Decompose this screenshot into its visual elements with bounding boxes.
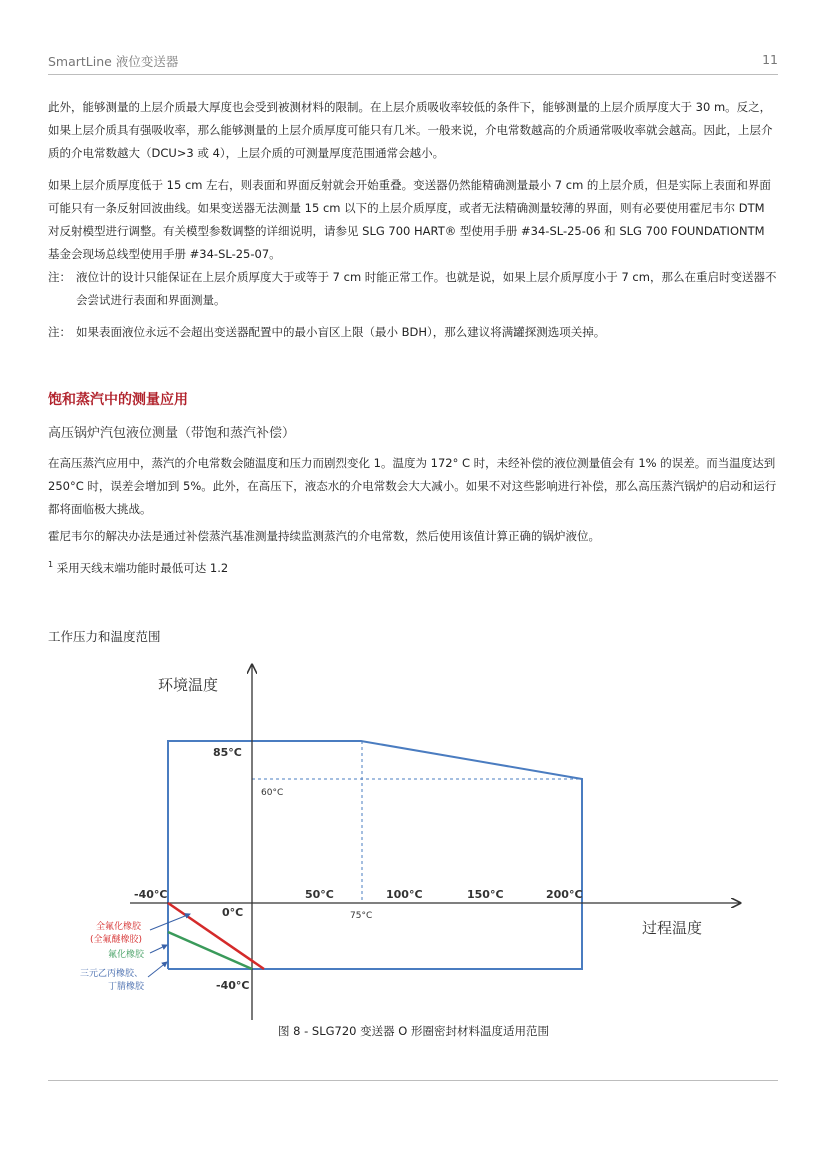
figure-caption: 图 8 - SLG720 变送器 O 形圈密封材料温度适用范围 xyxy=(277,1024,550,1038)
legend-ffkm-pointer xyxy=(150,914,190,930)
figure-heading: 工作压力和温度范围 xyxy=(48,629,161,644)
x-tick-50c: 50°C xyxy=(305,888,334,901)
y-axis-label: 环境温度 xyxy=(158,676,219,694)
y-tick-85c: 85°C xyxy=(213,746,242,759)
page-number: 11 xyxy=(762,52,778,67)
y-tick-60c: 60°C xyxy=(261,788,284,798)
note-text: 液位计的设计只能保证在上层介质厚度大于或等于 7 cm 时能正常工作。也就是说，如果上层介质厚度小于 7 cm，那么在重启时变送器不会尝试进行表面和界面测量。 xyxy=(76,270,777,307)
ffkm-limit-line xyxy=(168,903,264,969)
footer-divider xyxy=(48,1080,778,1081)
y-tick-minus40c: -40°C xyxy=(216,979,250,992)
document-title: SmartLine 液位变送器 xyxy=(48,54,179,69)
legend-epdm-nbr-pointer xyxy=(148,962,167,977)
paragraph-high-pressure-steam: 在高压蒸汽应用中，蒸汽的介电常数会随温度和压力而剧烈变化 1。温度为 172° C 时，未经补偿的液位测量值会有 1% 的误差。而当温度达到 250°C 时，误差会增加到 5%。此外，在高压下，液态水的介电常数会大大减小。如果不对这些影响进行补偿，那么高压蒸汽锅炉的启动和运行都将面临极大挑战。 xyxy=(48,456,777,516)
y-tick-0c: 0°C xyxy=(222,906,244,919)
legend-epdm-nbr-label-1: 三元乙丙橡胶、 xyxy=(80,969,144,979)
footnote-text: 采用天线末端功能时最低可达 1.2 xyxy=(53,561,229,575)
legend-ffkm-label-1: 全氟化橡胶 xyxy=(96,922,142,932)
note-text: 如果表面液位永远不会超出变送器配置中的最小盲区上限（最小 BDH），那么建议将满罐探测选项关掉。 xyxy=(76,325,606,339)
x-tick-minus40c: -40°C xyxy=(134,888,168,901)
note-label: 注： xyxy=(48,325,71,339)
operating-range-envelope xyxy=(168,741,582,969)
x-tick-200c: 200°C xyxy=(546,888,583,901)
x-axis-label: 过程温度 xyxy=(642,919,703,937)
section-title: 饱和蒸汽中的测量应用 xyxy=(48,392,188,408)
footnote-marker: 1 xyxy=(48,560,54,570)
legend-ffkm-label-2: (全氟醚橡胶) xyxy=(90,935,143,945)
x-tick-150c: 150°C xyxy=(467,888,504,901)
legend-fkm-label: 氟化橡胶 xyxy=(108,950,145,960)
paragraph-upper-layer-thickness: 此外，能够测量的上层介质最大厚度也会受到被测材料的限制。在上层介质吸收率较低的条件下，能够测量的上层介质厚度大于 30 m。反之，如果上层介质具有强吸收率，那么能够测量的上层介质厚度可能只有几米。一般来说，介电常数越高的介质通常吸收率就会越高。因此，上层介质的介电常数越大（DCU>3 或 4），上层介质的可测量厚度范围通常会越小。 xyxy=(48,100,773,160)
x-tick-100c: 100°C xyxy=(386,888,423,901)
fkm-limit-line xyxy=(168,932,252,969)
x-tick-75c: 75°C xyxy=(350,911,373,921)
legend-fkm-pointer xyxy=(150,945,167,953)
paragraph-honeywell-solution: 霍尼韦尔的解决办法是通过补偿蒸汽基准测量持续监测蒸汽的介电常数，然后使用该值计算正确的锅炉液位。 xyxy=(48,529,600,543)
subsection-title: 高压锅炉汽包液位测量（带饱和蒸汽补偿） xyxy=(48,426,296,441)
legend-epdm-nbr-label-2: 丁腈橡胶 xyxy=(108,982,145,992)
note-label: 注： xyxy=(48,270,71,284)
paragraph-thin-layer-reflection: 如果上层介质厚度低于 15 cm 左右，则表面和界面反射就会开始重叠。变送器仍然能精确测量最小 7 cm 的上层介质，但是实际上表面和界面可能只有一条反射回波曲线。如果变送器无法测量 15 cm 以下的上层介质厚度，或者无法精确测量较薄的界面，则有必要使用霍尼韦尔 DTM 对反射模型进行调整。有关模型参数调整的详细说明，请参见 SLG 700 HART® 型使用手册 #34-SL-25-06 和 SLG 700 FOUNDATIONTM 基金会现场总线型使用手册 #34-SL-25-07。 xyxy=(48,178,771,261)
